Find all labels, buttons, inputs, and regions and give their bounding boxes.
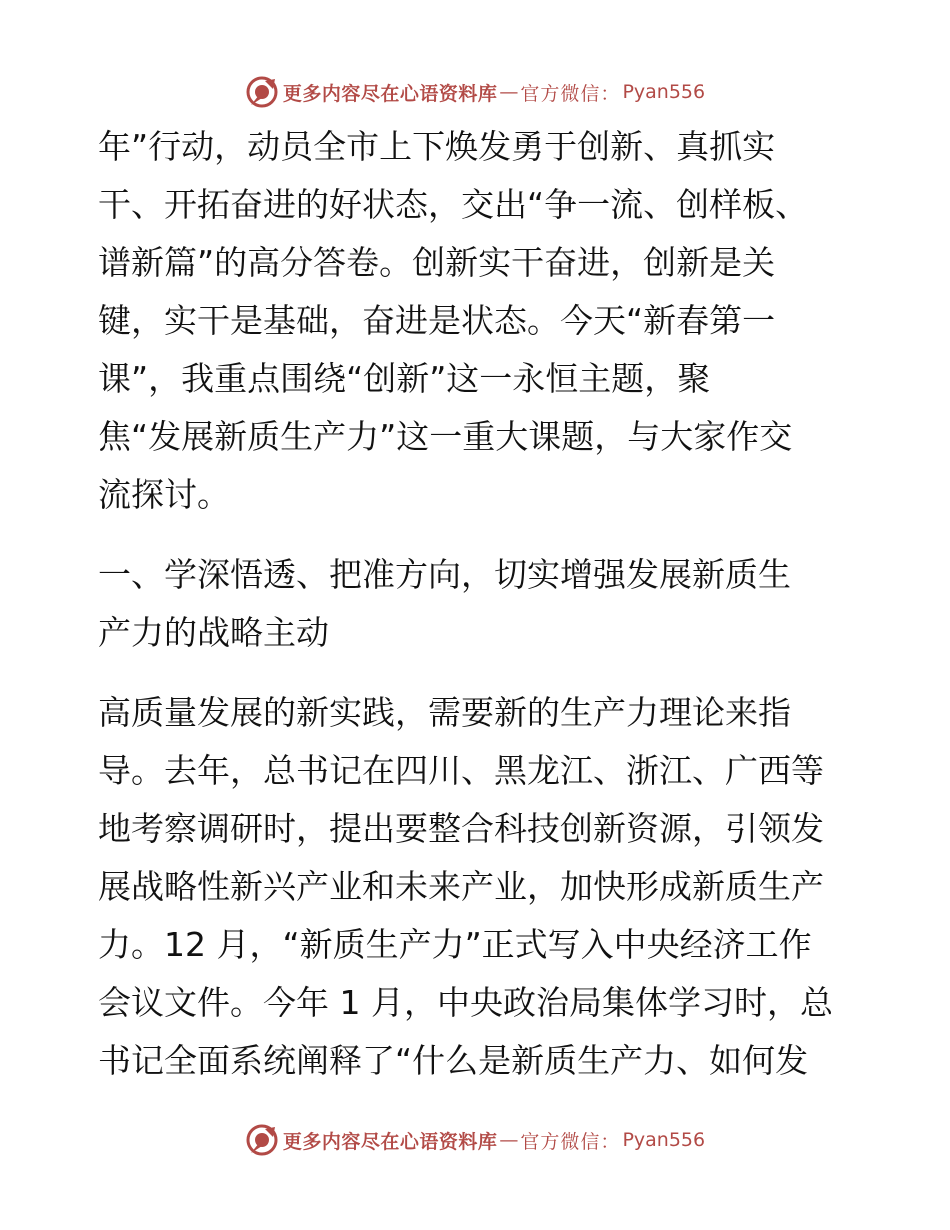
text-line: 会议文件。今年 1 月，中央政治局集体学习时，总 <box>98 983 833 1022</box>
text-line: 地考察调研时，提出要整合科技创新资源，引领发 <box>98 809 824 848</box>
paragraph-intro <box>98 118 858 524</box>
text-line: 力。12 月，“新质生产力”正式写入中央经济工作 <box>98 925 812 964</box>
paragraph-body <box>98 684 858 1090</box>
pen-logo-icon <box>245 75 279 109</box>
watermark-footer <box>0 1120 950 1160</box>
text-line: 展战略性新兴产业和未来产业，加快形成新质生产 <box>98 867 824 906</box>
text-line: 焦“发展新质生产力”这一重大课题，与大家作交 <box>98 417 793 456</box>
watermark-wechat-id: Pyan556 <box>622 1129 706 1151</box>
text-line: 书记全面系统阐释了“什么是新质生产力、如何发 <box>98 1041 809 1080</box>
watermark-wechat-id: Pyan556 <box>622 81 706 103</box>
text-line: 导。去年，总书记在四川、黑龙江、浙江、广西等 <box>98 751 824 790</box>
text-line: 高质量发展的新实践，需要新的生产力理论来指 <box>98 693 791 732</box>
watermark-label: 官方微信： <box>520 82 621 105</box>
watermark-site-name: 更多内容尽在心语资料库 <box>282 82 498 105</box>
text-line: 键，实干是基础，奋进是状态。今天“新春第一 <box>98 301 776 340</box>
text-line: 干、开拓奋进的好状态，交出“争一流、创样板、 <box>98 185 809 224</box>
text-line: 年”行动，动员全市上下焕发勇于创新、真抓实 <box>98 127 776 166</box>
watermark-site-name: 更多内容尽在心语资料库 <box>282 1130 498 1153</box>
heading-line: 一、学深悟透、把准方向，切实增强发展新质生 <box>98 555 791 594</box>
pen-logo-icon <box>245 1123 279 1157</box>
section-heading <box>98 546 858 662</box>
watermark-label: 官方微信： <box>520 1130 621 1153</box>
text-line: 流探讨。 <box>98 475 230 514</box>
watermark-dash: — <box>499 1129 519 1151</box>
document-body <box>98 118 858 1090</box>
text-line: 谱新篇”的高分答卷。创新实干奋进，创新是关 <box>98 243 776 282</box>
watermark-dash: — <box>499 81 519 103</box>
watermark-header <box>0 72 950 112</box>
heading-line: 产力的战略主动 <box>98 613 329 652</box>
text-line: 课”，我重点围绕“创新”这一永恒主题，聚 <box>98 359 711 398</box>
